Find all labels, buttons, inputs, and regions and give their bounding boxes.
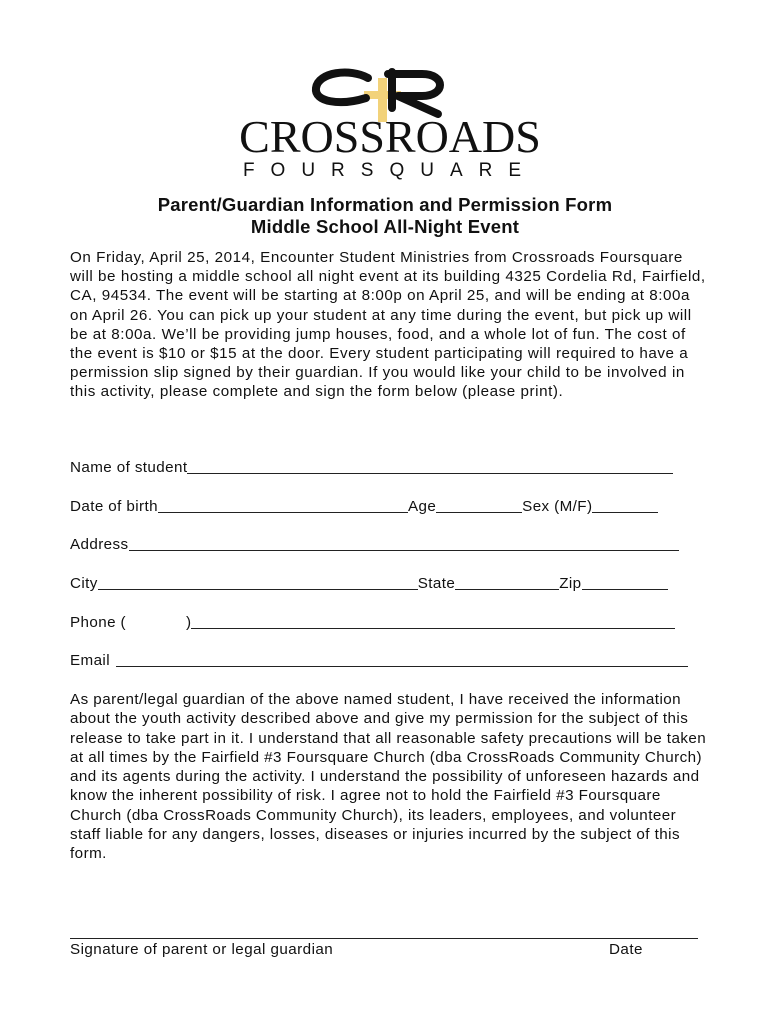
zip-label: Zip xyxy=(559,575,582,592)
form-title: Parent/Guardian Information and Permission Form xyxy=(157,194,613,215)
address-input-line[interactable] xyxy=(129,535,679,551)
age-input-line[interactable] xyxy=(436,497,522,513)
city-field-row xyxy=(70,574,702,596)
signature-label: Signature of parent or legal guardian xyxy=(70,941,334,958)
address-field-row xyxy=(70,535,702,557)
monogram-r-stroke xyxy=(388,72,440,114)
city-label: City xyxy=(70,575,98,592)
date-label: Date xyxy=(609,941,643,958)
intro-paragraph: On Friday, April 25, 2014, Encounter Student Ministries from Crossroads Foursquare will be hosting a middle school all night event at its building 4325 Cordelia Rd, Fairfield, CA, 94534. The event will be starting at 8:00p on April 25, and will be ending at 8:00a on April 26. You can pick up your student at any time during the event, but pick up will be at 8:00a. We’ll be providing jump houses, food, and a whole lot of fun. The cost of the event is $10 or $15 at the door. Every student participating will required to have a permission slip signed by their guardian. If you would like your child to be involved in this activity, please complete and sign the form below (please print). xyxy=(70,249,706,401)
state-input-line[interactable] xyxy=(455,574,559,590)
phone-label: Phone ( xyxy=(70,614,126,631)
name-field-row xyxy=(70,458,702,480)
email-field-row xyxy=(70,651,702,673)
age-label: Age xyxy=(407,498,437,515)
sex-label: Sex (M/F) xyxy=(522,498,593,515)
crossroads-foursquare-logo xyxy=(200,64,580,184)
dob-input-line[interactable] xyxy=(158,497,408,513)
name-input-line[interactable] xyxy=(187,458,673,474)
city-input-line[interactable] xyxy=(98,574,418,590)
phone-paren-close: ) xyxy=(186,614,192,631)
phone-input-line[interactable] xyxy=(191,613,675,629)
address-label: Address xyxy=(70,536,129,553)
logo-wordmark: CROSSROADS xyxy=(239,111,541,162)
dob-label: Date of birth xyxy=(70,498,158,515)
logo-graphic xyxy=(200,64,580,184)
signature-line[interactable] xyxy=(70,938,698,939)
form-subtitle: Middle School All-Night Event xyxy=(250,216,520,237)
phone-field-row xyxy=(70,613,702,635)
sex-input-line[interactable] xyxy=(592,497,658,513)
state-label: State xyxy=(417,575,456,592)
name-label: Name of student xyxy=(70,459,188,476)
email-label: Email xyxy=(70,652,110,669)
zip-input-line[interactable] xyxy=(582,574,668,590)
email-input-line[interactable] xyxy=(116,651,688,667)
monogram-c-stroke xyxy=(316,73,368,103)
consent-paragraph: As parent/legal guardian of the above named student, I have received the information about the youth activity described above and give my permission for the subject of this release to take part in it. I understand that all reasonable safety precautions will be taken at all times by the Fairfield #3 Foursquare Church (dba CrossRoads Community Church) and its agents during the activity. I understand the possibility of unforeseen hazards and know the inherent possibility of risk. I agree not to hold the Fairfield #3 Foursquare Church (dba CrossRoads Community Church), its leaders, employees, and volunteer staff liable for any dangers, losses, diseases or injuries incurred by the subject of this form. xyxy=(70,691,707,863)
dob-field-row xyxy=(70,497,702,519)
logo-subname: FOURSQUARE xyxy=(242,160,538,181)
